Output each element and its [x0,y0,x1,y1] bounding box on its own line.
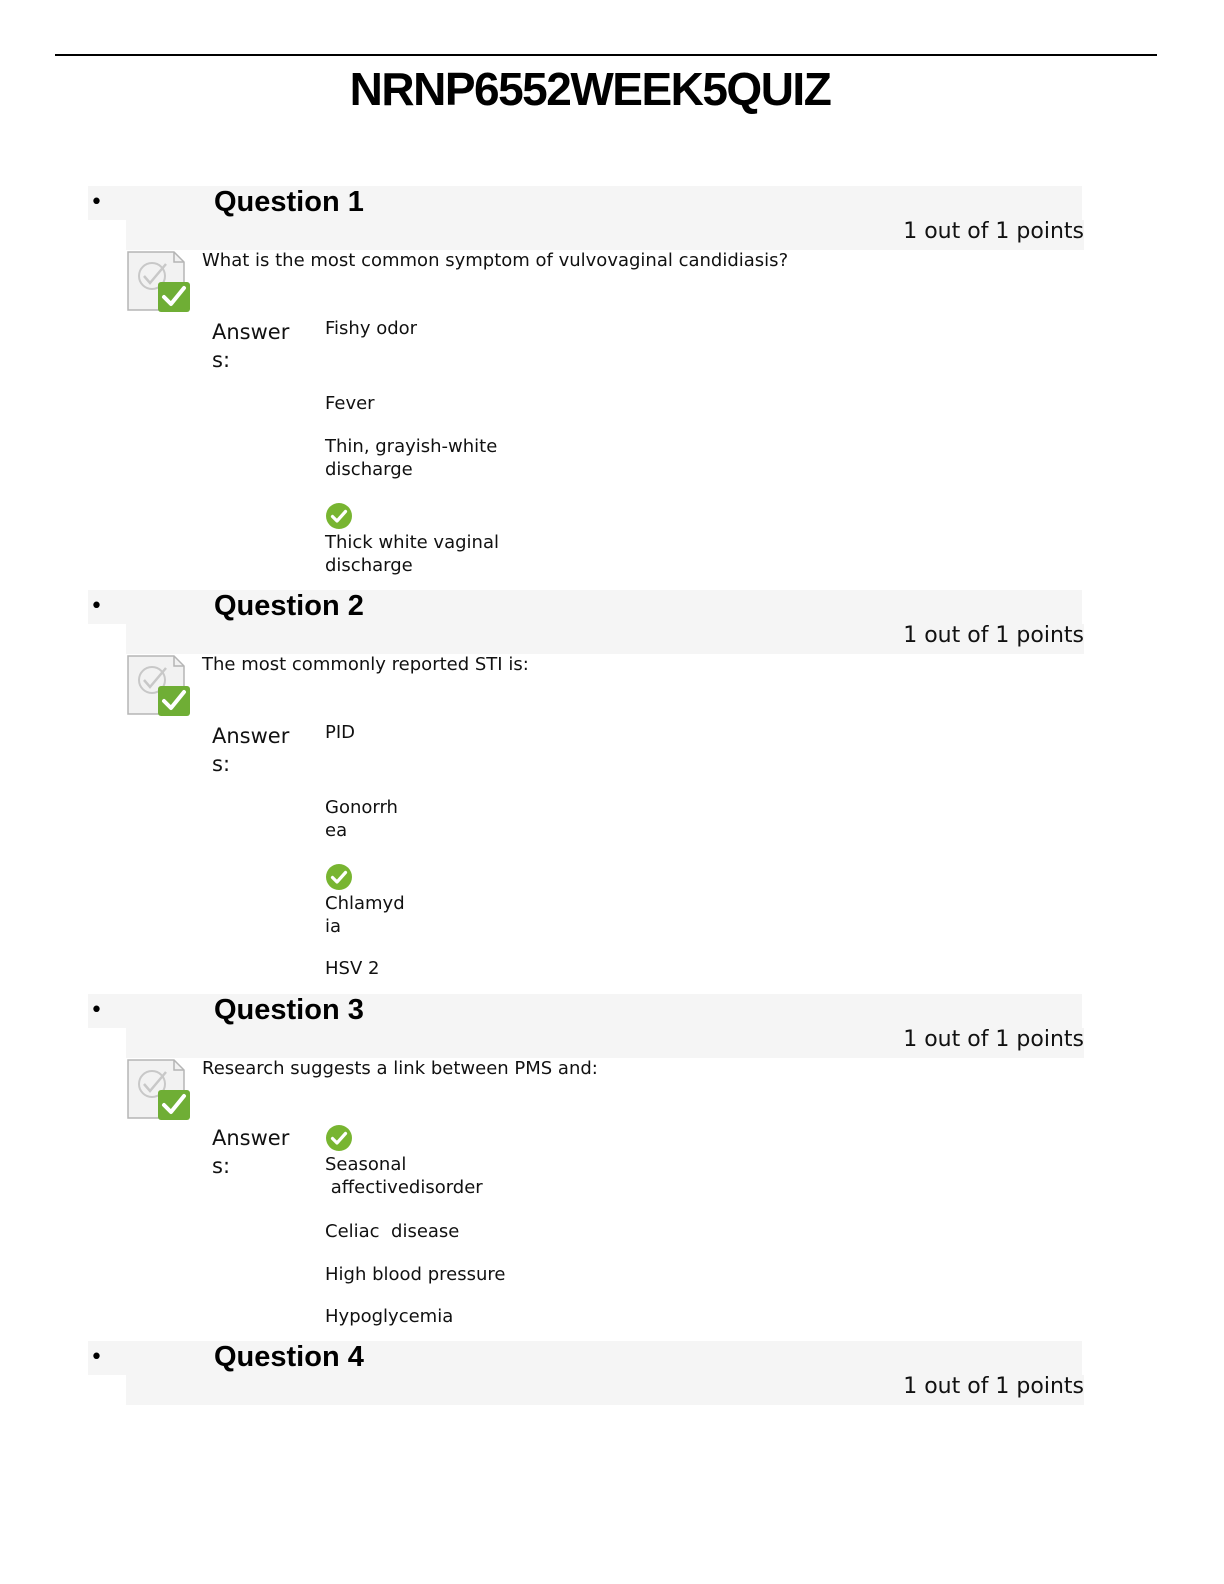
answers-label-line: s: [212,1154,231,1178]
answers-label [212,318,312,374]
answer-line: Thick white vaginal [325,532,499,553]
answer-line: Hypoglycemia [325,1306,454,1327]
answer-option [325,1305,585,1328]
question-title: Question 1 [214,186,364,218]
answers-label-line: s: [212,348,231,372]
question-title: Question 3 [214,994,364,1026]
question-points: 1 out of 1 points [903,219,1084,244]
answer-line: High blood pressure [325,1264,506,1285]
answer-line: Gonorrh [325,797,398,818]
bullet: • [90,190,103,215]
answer-line: affectivedisorder [325,1177,483,1198]
question-text: What is the most common symptom of vulvovaginal candidiasis? [202,250,789,271]
correct-check-icon [325,863,353,891]
answer-option [325,392,585,415]
question-points: 1 out of 1 points [903,623,1084,648]
document-title: NRNP6552WEEK5QUIZ [349,63,831,115]
correct-check-icon [325,502,353,530]
answer-option [325,957,585,980]
answers-label-line: Answer [212,1126,290,1150]
graded-correct-icon [126,652,192,718]
answer-line: Thin, grayish-white [325,436,498,457]
answer-line: PID [325,722,356,743]
answer-line: HSV 2 [325,958,380,979]
answer-option [325,1220,585,1243]
answer-line: discharge [325,459,413,480]
correct-check-icon [325,1124,353,1152]
bullet: • [90,998,103,1023]
answer-option-correct [325,863,585,938]
question-points: 1 out of 1 points [903,1374,1084,1399]
top-rule [55,54,1157,56]
answers-label-line: Answer [212,320,290,344]
answer-option [325,1263,585,1286]
answers-label-line: s: [212,752,231,776]
answers-label-line: Answer [212,724,290,748]
answer-line: Chlamyd [325,893,405,914]
graded-correct-icon [126,1056,192,1122]
answer-option-correct [325,1124,585,1199]
answers-label [212,722,312,778]
answer-option-correct [325,502,585,577]
question-points: 1 out of 1 points [903,1027,1084,1052]
bullet: • [90,1345,103,1370]
answer-option [325,721,585,744]
answer-line: ia [325,916,342,937]
answer-line: Seasonal [325,1154,407,1175]
answer-line: Celiac disease [325,1221,460,1242]
bullet: • [90,594,103,619]
answer-line: Fishy odor [325,318,418,339]
answer-option [325,796,585,842]
question-text: The most commonly reported STI is: [202,654,529,675]
question-title: Question 2 [214,590,364,622]
answer-line: discharge [325,555,413,576]
answers-label [212,1124,312,1180]
question-text: Research suggests a link between PMS and: [202,1058,598,1079]
question-title: Question 4 [214,1341,364,1373]
answer-line: Fever [325,393,375,414]
answer-line: ea [325,820,348,841]
answer-option [325,317,585,340]
graded-correct-icon [126,248,192,314]
answer-option [325,435,585,481]
